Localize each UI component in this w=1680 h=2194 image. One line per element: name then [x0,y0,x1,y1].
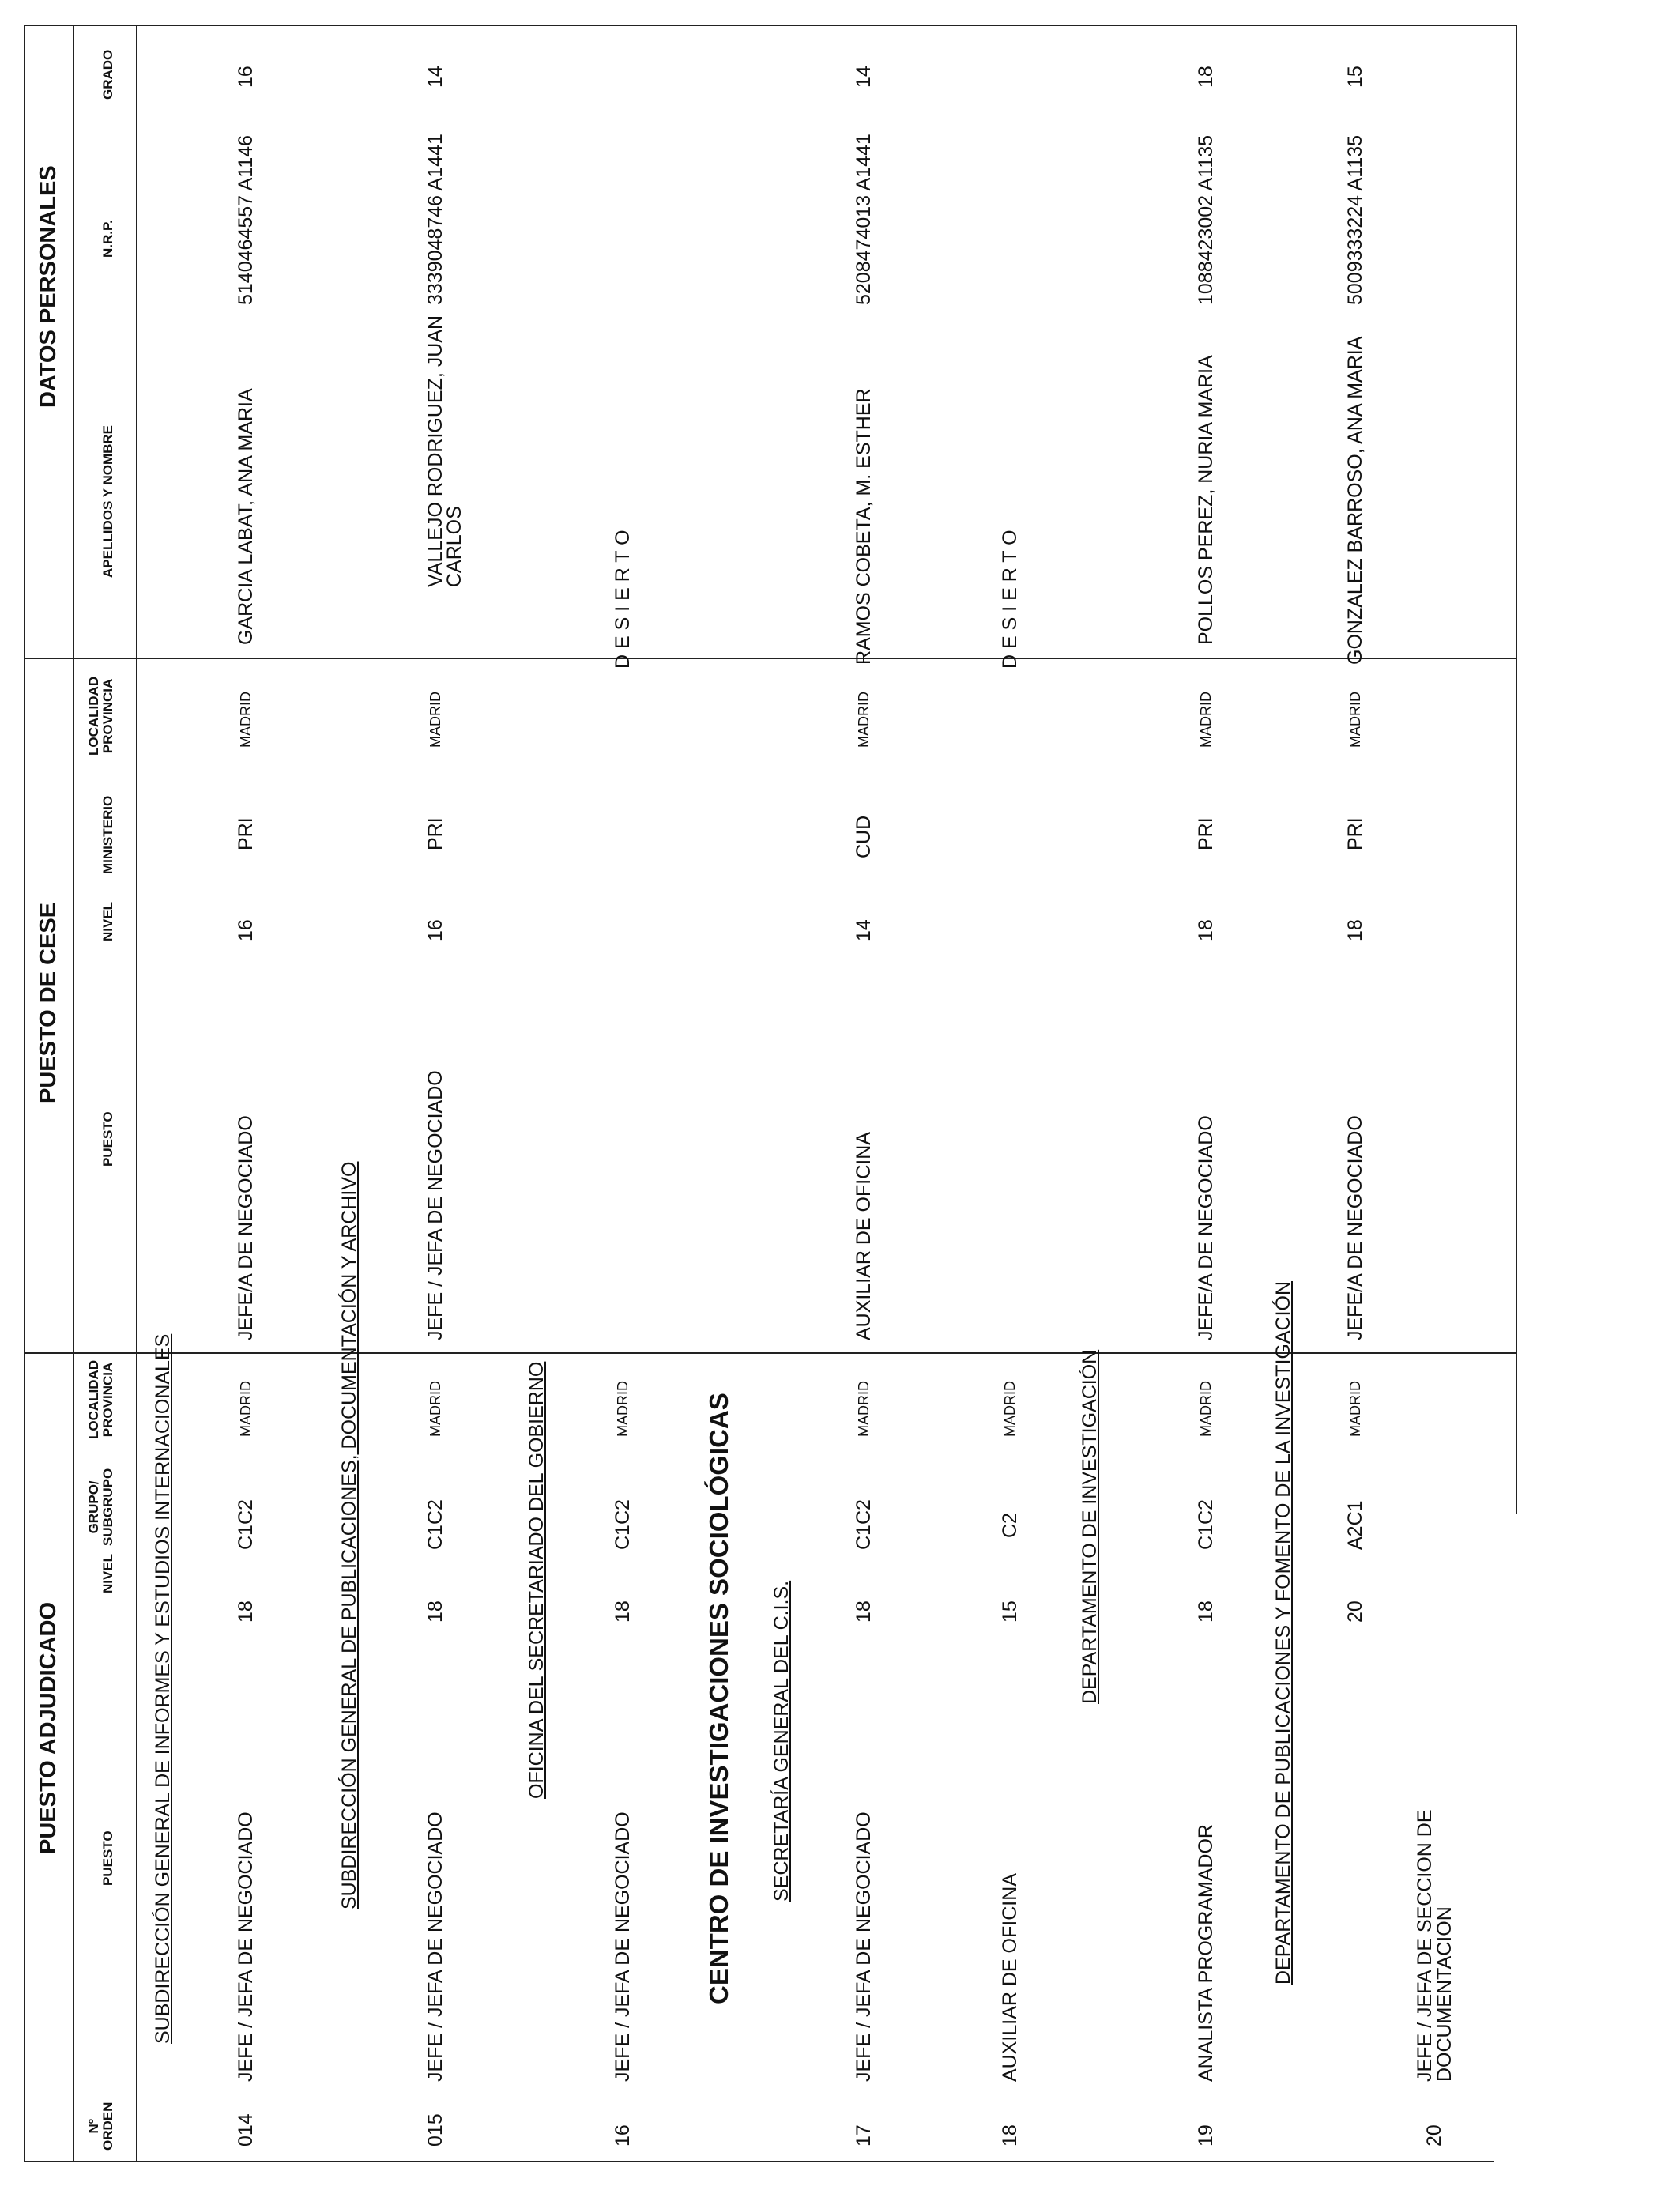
section-heading: DEPARTAMENTO DE INVESTIGACIÓN [1079,1349,1101,1704]
row-nombre: D E S I E R T O [612,530,634,669]
row-puesto: JEFE / JEFA DE NEGOCIADO [612,1811,634,2082]
row-grado: 14 [424,66,446,88]
section-heading: OFICINA DEL SECRETARIADO DEL GOBIERNO [525,1361,548,1799]
row-cese-ministerio: PRI [1195,817,1217,850]
row-localidad: MADRID [856,1381,872,1437]
row-cese-localidad: MADRID [238,692,254,748]
col-localidad: LOCALIDAD PROVINCIA [86,1359,115,1439]
header-puesto-adjudicado: PUESTO ADJUDICADO [36,1601,61,1854]
row-nivel: 18 [1195,1600,1217,1623]
row-grupo: C2 [999,1513,1021,1538]
col-cese-localidad: LOCALIDAD PROVINCIA [86,676,115,756]
row-cese-ministerio: PRI [235,817,257,850]
row-nombre: RAMOS COBETA, M. ESTHER [853,388,875,665]
row-localidad: MADRID [1002,1381,1018,1437]
row-nrp: 5140464557 A1146 [235,134,257,305]
row-localidad: MADRID [238,1381,254,1437]
row-grado: 16 [235,66,257,88]
row-orden: 014 [235,2113,257,2147]
row-cese-puesto: JEFE/A DE NEGOCIADO [235,1115,257,1340]
col-grupo: GRUPO/ SUBGRUPO [86,1468,115,1546]
row-nivel: 18 [235,1600,257,1623]
frame-column-header-divider [136,25,137,2162]
col-cese-nivel: NIVEL [100,901,115,941]
row-orden: 16 [612,2124,634,2147]
row-cese-nivel: 16 [235,919,257,941]
row-localidad: MADRID [1347,1381,1363,1437]
row-cese-localidad: MADRID [1347,692,1363,748]
row-cese-puesto: AUXILIAR DE OFICINA [853,1132,875,1340]
section-group-heading: CENTRO DE INVESTIGACIONES SOCIOLÓGICAS [704,1393,733,2004]
row-puesto: JEFE / JEFA DE NEGOCIADO [424,1811,446,2082]
row-nrp: 1088423002 A1135 [1195,134,1217,305]
row-nombre: POLLOS PEREZ, NURIA MARIA [1195,355,1217,645]
row-nivel: 20 [1344,1600,1366,1623]
row-puesto: JEFE / JEFA DE NEGOCIADO [235,1811,257,2082]
row-nivel: 18 [612,1600,634,1623]
col-orden: Nº ORDEN [86,2102,115,2151]
row-orden: 19 [1195,2124,1217,2147]
row-nivel: 18 [853,1600,875,1623]
row-puesto: AUXILIAR DE OFICINA [999,1873,1021,2082]
header-datos-personales: DATOS PERSONALES [36,165,61,408]
row-cese-localidad: MADRID [428,692,443,748]
row-nivel: 18 [424,1600,446,1623]
section-heading: SUBDIRECCIÓN GENERAL DE INFORMES Y ESTUDIOS INTERNACIONALES [152,1333,174,2044]
col-puesto: PUESTO [100,1830,115,1886]
header-puesto-de-cese: PUESTO DE CESE [36,902,61,1103]
row-nrp: 5009333224 A1135 [1344,134,1366,305]
col-nombre: APELLIDOS Y NOMBRE [100,424,115,578]
row-cese-puesto: JEFE/A DE NEGOCIADO [1195,1115,1217,1340]
row-cese-localidad: MADRID [1198,692,1214,748]
frame-header-divider [73,25,74,2162]
row-cese-nivel: 14 [853,919,875,941]
row-puesto-2: DOCUMENTACION [1433,1906,1456,2082]
row-cese-puesto: JEFE / JEFA DE NEGOCIADO [424,1070,446,1340]
row-nombre: VALLEJO RODRIGUEZ, JUAN [424,315,446,587]
row-nombre: GONZALEZ BARROSO, ANA MARIA [1344,336,1366,665]
row-puesto: JEFE / JEFA DE SECCION DE [1414,1809,1436,2082]
row-orden: 015 [424,2113,446,2147]
frame-bottom [1516,25,1517,1514]
col-nrp: N.R.P. [100,220,115,258]
row-nombre: D E S I E R T O [999,530,1021,669]
row-nivel: 15 [999,1600,1021,1623]
row-grupo: C1C2 [235,1499,257,1550]
row-orden: 18 [999,2124,1021,2147]
row-grado: 15 [1344,66,1366,88]
row-orden: 17 [853,2124,875,2147]
row-localidad: MADRID [428,1381,443,1437]
row-cese-ministerio: CUD [853,815,875,858]
col-cese-puesto: PUESTO [100,1111,115,1167]
section-heading: DEPARTAMENTO DE PUBLICACIONES Y FOMENTO DE LA INVESTIGACIÓN [1272,1280,1294,1985]
row-cese-nivel: 18 [1195,919,1217,941]
frame-left [24,2161,1494,2162]
frame-right [24,25,1517,26]
row-grupo: C1C2 [612,1499,634,1550]
row-grado: 18 [1195,66,1217,88]
row-nrp: 3339048746 A1441 [424,134,446,305]
row-cese-nivel: 16 [424,919,446,941]
row-grupo: C1C2 [424,1499,446,1550]
row-orden: 20 [1423,2124,1445,2147]
row-cese-localidad: MADRID [856,692,872,748]
row-cese-nivel: 18 [1344,919,1366,941]
frame-top [24,25,25,2162]
row-nrp: 5208474013 A1441 [853,134,875,305]
row-grupo: C1C2 [1195,1499,1217,1550]
row-nombre-2: CARLOS [443,506,465,587]
row-localidad: MADRID [615,1381,631,1437]
row-cese-ministerio: PRI [1344,817,1366,850]
row-cese-puesto: JEFE/A DE NEGOCIADO [1344,1115,1366,1340]
section-heading: SECRETARÍA GENERAL DEL C.I.S. [770,1580,793,1902]
section-heading: SUBDIRECCIÓN GENERAL DE PUBLICACIONES, DOCUMENTACIÓN Y ARCHIVO [338,1161,360,1909]
frame-divider-cese-personales [24,658,1517,659]
col-grado: GRADO [100,49,115,100]
row-puesto: JEFE / JEFA DE NEGOCIADO [853,1811,875,2082]
row-grupo: A2C1 [1344,1500,1366,1550]
row-puesto: ANALISTA PROGRAMADOR [1195,1824,1217,2082]
col-nivel: NIVEL [100,1553,115,1593]
row-localidad: MADRID [1198,1381,1214,1437]
row-cese-ministerio: PRI [424,817,446,850]
row-grupo: C1C2 [853,1499,875,1550]
col-cese-ministerio: MINISTERIO [100,795,115,874]
row-nombre: GARCIA LABAT, ANA MARIA [235,388,257,645]
row-grado: 14 [853,66,875,88]
